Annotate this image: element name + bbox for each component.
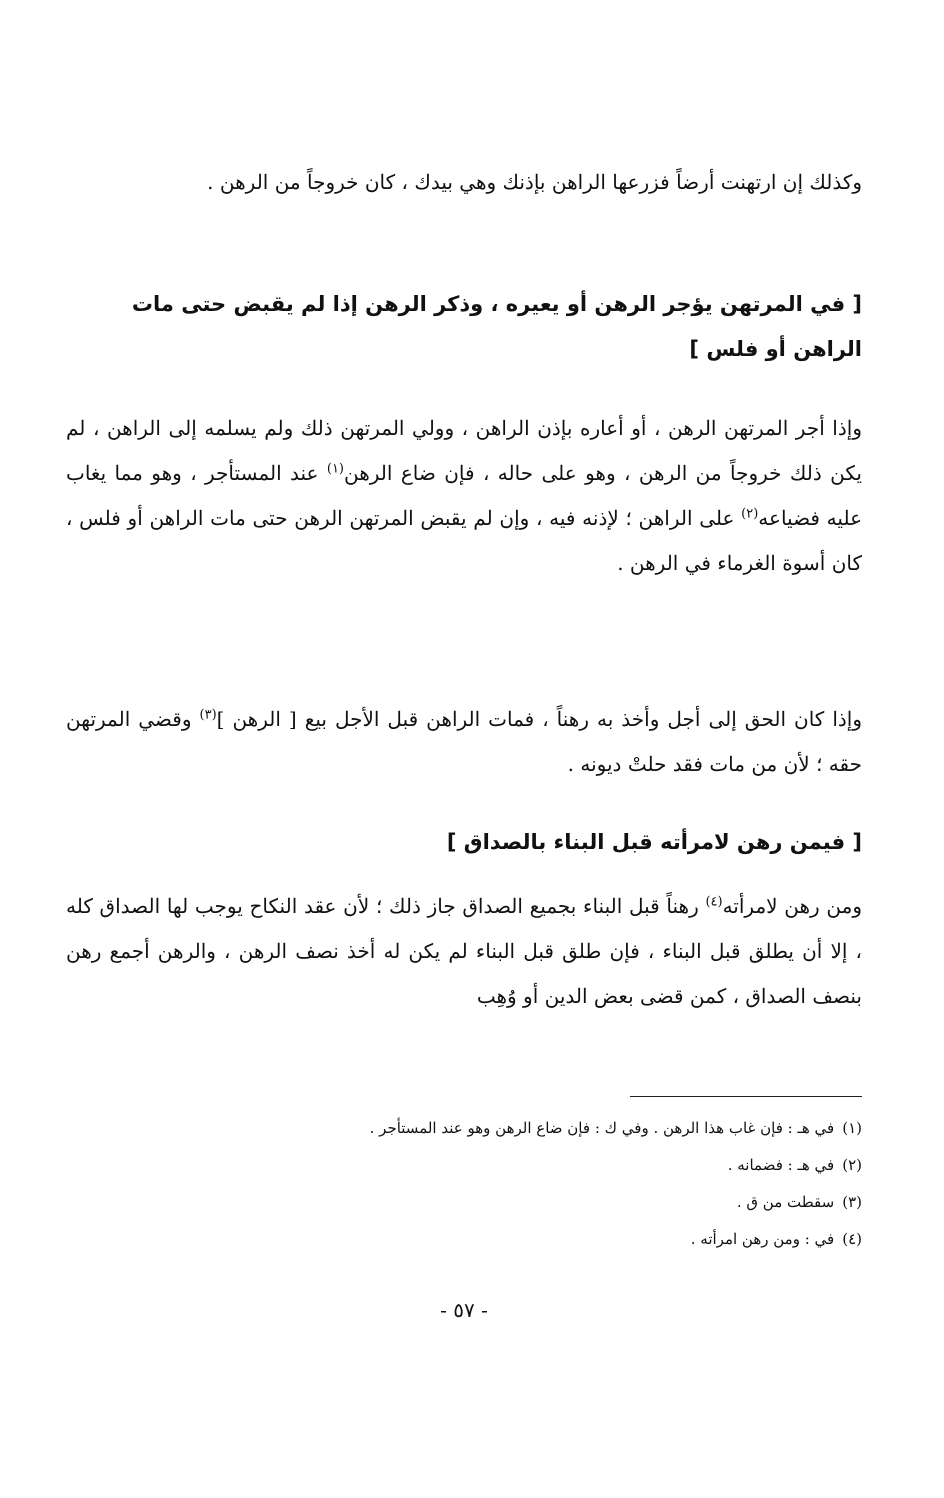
footnote-text: سقطت من ق . (736, 1193, 835, 1211)
footnote-item (66, 1117, 862, 1140)
paragraph-1-text: وكذلك إن ارتهنت أرضاً فزرعها الراهن بإذنك وهي بيدك ، كان خروجاً من الرهن . (207, 170, 862, 194)
footnote-ref-1: (١) (326, 461, 344, 477)
footnote-item (66, 1191, 862, 1214)
paragraph-4 (66, 884, 862, 1019)
footnote-text: في هـ : فضمانه . (727, 1156, 835, 1174)
footnote-divider (630, 1096, 862, 1097)
footnote-item (66, 1228, 862, 1251)
footnote-item (66, 1154, 862, 1177)
footnote-ref-2: (٢) (741, 506, 759, 522)
footnote-ref-3: (٣) (199, 707, 217, 723)
footnote-text: في هـ : فإن غاب هذا الرهن . وفي ك : فإن ضاع الرهن وهو عند المستأجر . (369, 1119, 835, 1137)
footnote-number: (٤) (842, 1230, 862, 1248)
footnote-number: (١) (842, 1119, 862, 1137)
page-number: - ٥٧ - (440, 1298, 488, 1322)
footnote-number: (٢) (842, 1156, 862, 1174)
section-heading-2: [ فيمن رهن لامرأته قبل البناء بالصداق ] (446, 830, 862, 854)
paragraph-1 (66, 160, 862, 205)
paragraph-2-text-a: وإذا أجر المرتهن الرهن ، أو أعاره بإذن الراهن ، وولي المرتهن ذلك ولم يسلمه إلى الراهن ، لم يكن ذلك خروجاً من الرهن ، وهو على حاله ، فإن ضاع الرهن (66, 416, 862, 485)
paragraph-3-text-a: وإذا كان الحق إلى أجل وأخذ به رهناً ، فمات الراهن قبل الأجل بيع [ الرهن ] (216, 707, 862, 731)
book-page (66, 0, 862, 1498)
paragraph-4-text-b: رهناً قبل البناء بجميع الصداق جاز ذلك ؛ لأن عقد النكاح يوجب لها الصداق كله ، إلا أن يطلق قبل البناء ، فإن طلق قبل البناء لم يكن له أخذ نصف الرهن ، والرهن أجمع رهن بنصف الصداق ، كمن قضى بعض الدين أو وُهِب (66, 894, 862, 1008)
paragraph-2-text-c: على الراهن ؛ لإذنه فيه ، وإن لم يقبض المرتهن الرهن حتى مات الراهن أو فلس ، كان أسوة الغرماء في الرهن . (66, 506, 862, 575)
paragraph-3-text-b: وقضي المرتهن حقه ؛ لأن من مات فقد حلتْ ديونه . (66, 707, 862, 776)
paragraph-3 (66, 697, 862, 787)
paragraph-4-text-a: ومن رهن لامرأته (722, 894, 862, 918)
paragraph-2-text-b: عند المستأجر ، وهو مما يغاب عليه فضياعه (66, 461, 862, 530)
footnote-ref-4: (٤) (705, 894, 723, 910)
paragraph-2 (66, 406, 862, 586)
section-heading-1: [ في المرتهن يؤجر الرهن أو يعيره ، وذكر الرهن إذا لم يقبض حتى مات الراهن أو فلس ] (131, 292, 862, 361)
footnotes-list (66, 1117, 862, 1265)
footnote-number: (٣) (842, 1193, 862, 1211)
footnote-text: في : ومن رهن امرأته . (690, 1230, 835, 1248)
